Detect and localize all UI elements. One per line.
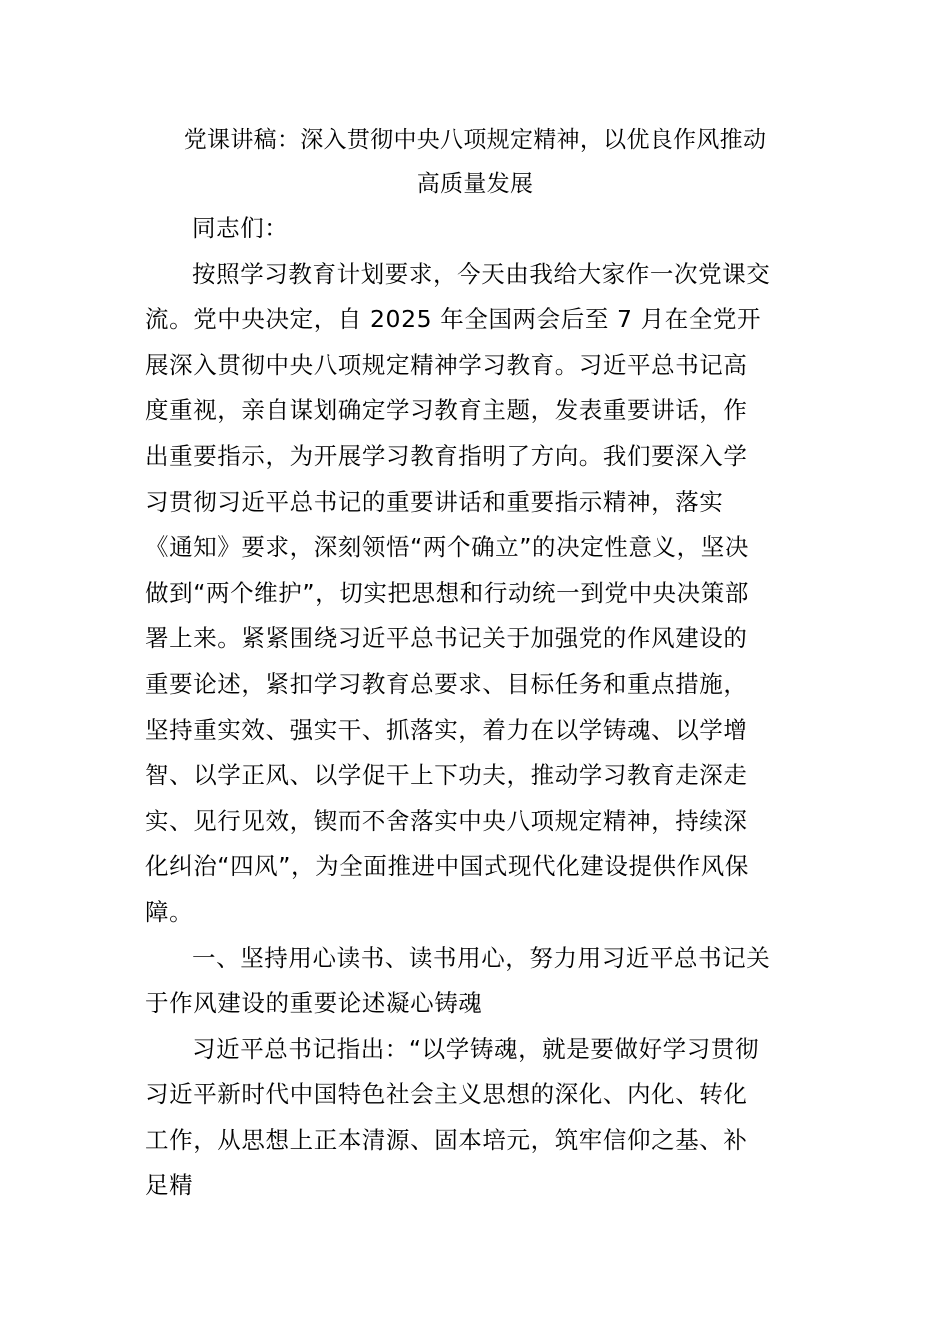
paragraph-line: 度重视，亲自谋划确定学习教育主题，发表重要讲话，作 <box>145 396 748 425</box>
document-page <box>145 118 805 1209</box>
paragraph-line: 智、以学正风、以学促干上下功夫，推动学习教育走深走 <box>145 761 748 790</box>
paragraph-line: 重要论述，紧扣学习教育总要求、目标任务和重点措施， <box>145 669 748 698</box>
paragraph-line: 实、见行见效，锲而不舍落实中央八项规定精神，持续深 <box>145 806 748 835</box>
paragraph-line: 工作，从思想上正本清源、固本培元，筑牢信仰之基、补 <box>145 1125 748 1154</box>
paragraph-line: 习近平新时代中国特色社会主义思想的深化、内化、转化 <box>145 1080 748 1109</box>
document-title <box>137 118 813 206</box>
paragraph-line: 展深入贯彻中央八项规定精神学习教育。习近平总书记高 <box>145 350 748 379</box>
paragraph-line: 习近平总书记指出：“以学铸魂，就是要做好学习贯彻 <box>192 1034 760 1063</box>
paragraph-line: 化纠治“四风”，为全面推进中国式现代化建设提供作风保 <box>145 852 749 881</box>
paragraph-line: 障。 <box>145 897 194 926</box>
paragraph-line: 流。党中央决定，自 2025 年全国两会后至 7 月在全党开 <box>145 305 762 334</box>
paragraph-quote <box>145 1027 805 1209</box>
heading-line: 于作风建设的重要论述凝心铸魂 <box>145 989 483 1018</box>
heading-line: 一、坚持用心读书、读书用心，努力用习近平总书记关 <box>192 943 771 972</box>
paragraph-line: 按照学习教育计划要求，今天由我给大家作一次党课交 <box>192 259 771 288</box>
paragraph-line: 署上来。紧紧围绕习近平总书记关于加强党的作风建设的 <box>145 624 748 653</box>
title-line-2: 高质量发展 <box>416 171 534 197</box>
paragraph-line: 坚持重实效、强实干、抓落实，着力在以学铸魂、以学增 <box>145 715 748 744</box>
paragraph-line: 《通知》要求，深刻领悟“两个确立”的决定性意义，坚决 <box>145 533 749 562</box>
paragraph-line: 出重要指示，为开展学习教育指明了方向。我们要深入学 <box>145 441 748 470</box>
paragraph-intro <box>145 252 805 936</box>
paragraph-line: 足精 <box>145 1171 194 1200</box>
title-line-1: 党课讲稿：深入贯彻中央八项规定精神，以优良作风推动 <box>183 127 767 153</box>
paragraph-line: 做到“两个维护”，切实把思想和行动统一到党中央决策部 <box>145 578 749 607</box>
paragraph-line: 习贯彻习近平总书记的重要讲话和重要指示精神，落实 <box>145 487 724 516</box>
salutation <box>145 206 805 252</box>
salutation-text: 同志们： <box>192 214 289 242</box>
section-heading-1 <box>145 936 805 1027</box>
